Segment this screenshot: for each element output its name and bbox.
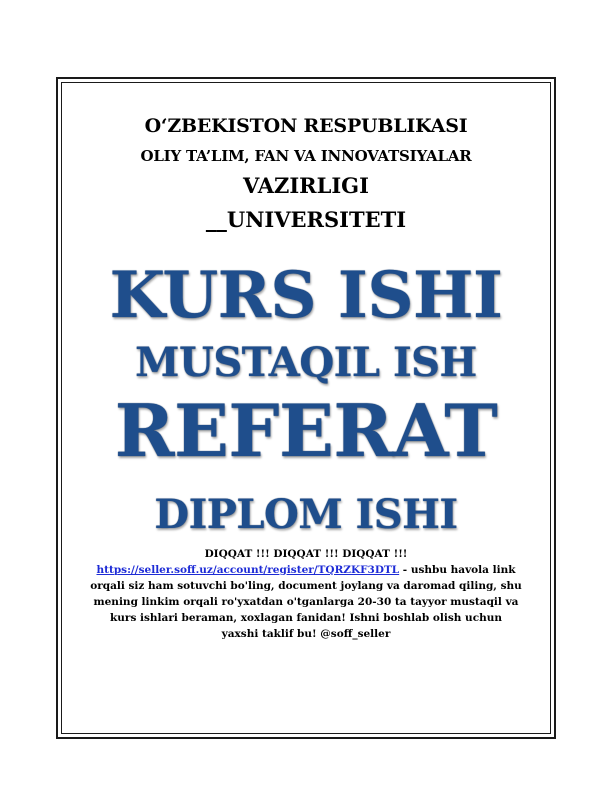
title-mustaqil-ish: MUSTAQIL ISH — [135, 339, 477, 386]
title-kurs-ishi: KURS ISHI — [109, 258, 503, 333]
university-heading: __UNIVERSITETI — [205, 207, 407, 232]
ministry-heading: OLIY TA’LIM, FAN VA INNOVATSIYALAR — [140, 147, 472, 165]
register-link[interactable]: https://seller.soff.uz/account/register/TQRZKF3DTL — [96, 564, 400, 576]
notice-body — [90, 562, 522, 642]
notice-alert: DIQQAT !!! DIQQAT !!! DIQQAT !!! — [204, 548, 408, 560]
title-referat: REFERAT — [114, 388, 498, 473]
notice-text: - ushbu havola link orqali siz ham sotuvchi bo'ling, document joylang va daromad qiling, shu mening linkim orqali ro'yxatdan o'tganlarga 20-30 ta tayyor mustaqil va kurs ishlari beraman, xoxlagan fanidan! Ishni boshlab olish uchun yaxshi taklif bu! @soff_seller — [90, 564, 522, 640]
title-diplom-ishi: DIPLOM ISHI — [154, 491, 458, 538]
country-heading: O‘ZBEKISTON RESPUBLIKASI — [144, 115, 468, 137]
ministry-word-heading: VAZIRLIGI — [243, 173, 369, 198]
notice-block — [90, 546, 522, 642]
